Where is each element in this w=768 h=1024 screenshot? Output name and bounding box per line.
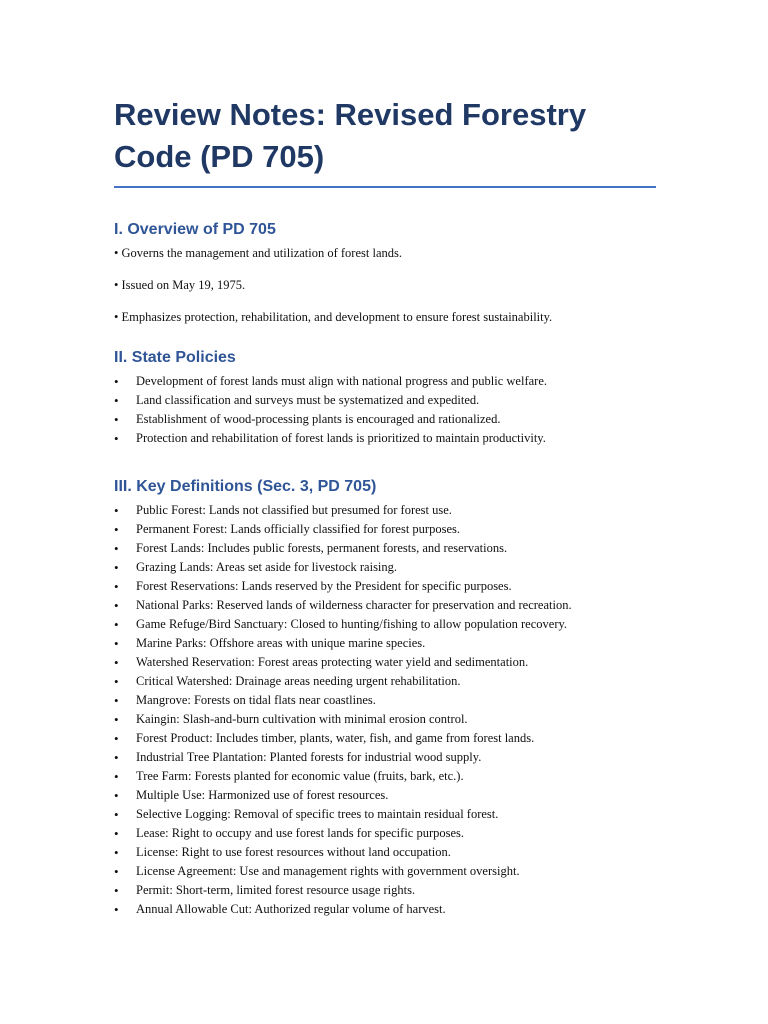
list-item-text: Watershed Reservation: Forest areas protecting water yield and sedimentation. [136,655,529,669]
bullet-marker: • [114,412,119,427]
bullet-marker: • [114,541,119,556]
list-item-text: Forest Reservations: Lands reserved by the President for specific purposes. [136,579,512,593]
bullet-marker: • [114,310,119,324]
list-item-text: Public Forest: Lands not classified but presumed for forest use. [136,503,452,517]
list-item [114,615,656,634]
list-item [114,410,656,429]
list-item [114,729,656,748]
list-item [114,577,656,596]
bullet-marker: • [114,845,119,860]
bullet-marker: • [114,788,119,803]
list-item [114,881,656,900]
bullet-marker: • [114,522,119,537]
list-item-text: Critical Watershed: Drainage areas needing urgent rehabilitation. [136,674,461,688]
list-item-text: National Parks: Reserved lands of wilderness character for preservation and recreation. [136,598,572,612]
bullet-marker: • [114,807,119,822]
bullet-marker: • [114,883,119,898]
bullet-marker: • [114,579,119,594]
bullet-marker: • [114,503,119,518]
list-item-text: Industrial Tree Plantation: Planted forests for industrial wood supply. [136,750,482,764]
bullet-marker: • [114,393,119,408]
section-key-definitions [114,476,656,919]
bullet-marker: • [114,750,119,765]
list-item [114,501,656,520]
list-item-text: Establishment of wood-processing plants is encouraged and rationalized. [136,412,501,426]
list-item-text: Multiple Use: Harmonized use of forest resources. [136,788,389,802]
list-item-text: Development of forest lands must align with national progress and public welfare. [136,374,548,388]
overview-list [114,245,656,325]
bullet-marker: • [114,374,119,389]
list-item-text: Kaingin: Slash-and-burn cultivation with minimal erosion control. [136,712,468,726]
list-item [114,824,656,843]
list-item [114,748,656,767]
list-item-text: Selective Logging: Removal of specific trees to maintain residual forest. [136,807,499,821]
bullet-marker: • [114,902,119,917]
bullet-marker: • [114,769,119,784]
list-item-text: Tree Farm: Forests planted for economic value (fruits, bark, etc.). [136,769,464,783]
list-item [114,245,656,261]
list-item-text: Mangrove: Forests on tidal flats near coastlines. [136,693,376,707]
list-item [114,277,656,293]
list-item [114,672,656,691]
list-item-text: Marine Parks: Offshore areas with unique marine species. [136,636,426,650]
bullet-marker: • [114,617,119,632]
bullet-marker: • [114,636,119,651]
bullet-marker: • [114,246,119,260]
list-item-text: Game Refuge/Bird Sanctuary: Closed to hunting/fishing to allow population recovery. [136,617,568,631]
list-item [114,539,656,558]
section-heading: II. State Policies [114,349,236,366]
bullet-marker: • [114,278,119,292]
list-item [114,391,656,410]
bullet-marker: • [114,826,119,841]
list-item-text: Issued on May 19, 1975. [121,278,246,292]
list-item [114,843,656,862]
list-item [114,429,656,448]
bullet-marker: • [114,674,119,689]
list-item [114,309,656,325]
list-item [114,862,656,881]
bullet-marker: • [114,655,119,670]
bullet-marker: • [114,693,119,708]
list-item-text: Permit: Short-term, limited forest resource usage rights. [136,883,416,897]
list-item [114,900,656,919]
bullet-marker: • [114,731,119,746]
list-item [114,596,656,615]
list-item [114,805,656,824]
list-item [114,710,656,729]
bullet-marker: • [114,598,119,613]
bullet-marker: • [114,560,119,575]
list-item [114,767,656,786]
list-item-text: Grazing Lands: Areas set aside for livestock raising. [136,560,398,574]
list-item [114,634,656,653]
list-item-text: Lease: Right to occupy and use forest lands for specific purposes. [136,826,465,840]
key-definitions-list [114,501,656,919]
document-title: Review Notes: Revised Forestry Code (PD 705) [114,94,656,188]
list-item [114,372,656,391]
list-item-text: Forest Product: Includes timber, plants, water, fish, and game from forest lands. [136,731,535,745]
list-item-text: Permanent Forest: Lands officially classified for forest purposes. [136,522,460,536]
bullet-marker: • [114,712,119,727]
list-item [114,691,656,710]
list-item-text: License Agreement: Use and management rights with government oversight. [136,864,520,878]
list-item-text: Forest Lands: Includes public forests, permanent forests, and reservations. [136,541,508,555]
section-state-policies [114,347,656,448]
document-page [114,94,656,919]
section-overview [114,219,656,325]
list-item-text: Emphasizes protection, rehabilitation, and development to ensure forest sustainability. [121,310,553,324]
list-item [114,653,656,672]
list-item-text: License: Right to use forest resources without land occupation. [136,845,451,859]
list-item [114,520,656,539]
bullet-marker: • [114,864,119,879]
list-item-text: Protection and rehabilitation of forest lands is prioritized to maintain productivity. [136,431,546,445]
list-item [114,786,656,805]
list-item-text: Governs the management and utilization of forest lands. [121,246,402,260]
section-heading: I. Overview of PD 705 [114,221,276,238]
list-item-text: Land classification and surveys must be systematized and expedited. [136,393,480,407]
section-heading: III. Key Definitions (Sec. 3, PD 705) [114,478,377,495]
bullet-marker: • [114,431,119,446]
list-item-text: Annual Allowable Cut: Authorized regular volume of harvest. [136,902,446,916]
list-item [114,558,656,577]
state-policies-list [114,372,656,448]
